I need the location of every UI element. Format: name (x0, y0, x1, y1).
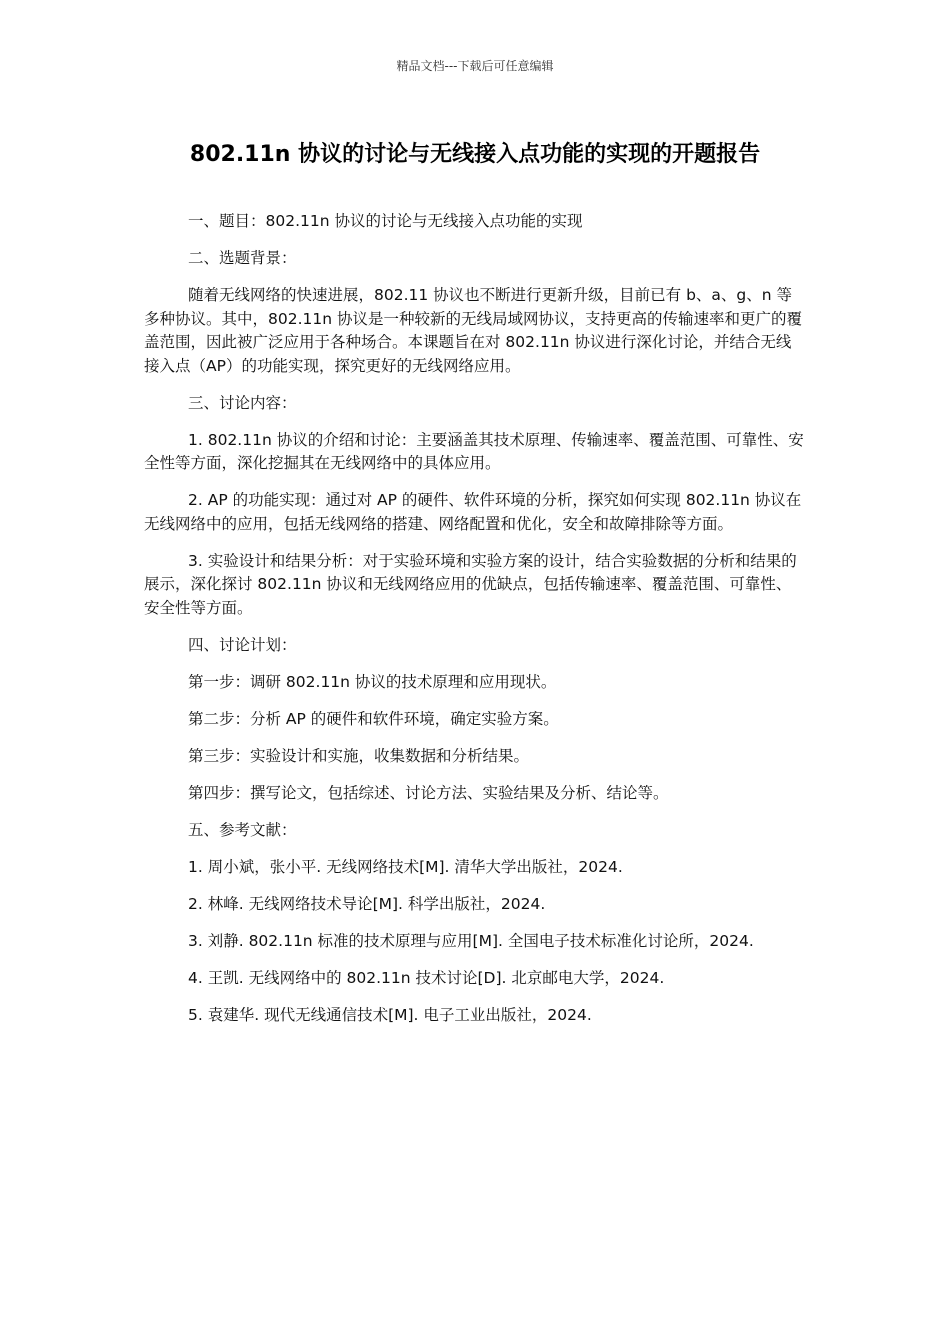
reference-item-2: 2. 林峰. 无线网络技术导论[M]. 科学出版社，2024. (188, 894, 546, 913)
reference-item-5: 5. 袁建华. 现代无线通信技术[M]. 电子工业出版社，2024. (188, 1005, 592, 1024)
document-title: 802.11n 协议的讨论与无线接入点功能的实现的开题报告 (189, 142, 761, 167)
plan-step-2: 第二步：分析 AP 的硬件和软件环境，确定实验方案。 (188, 709, 559, 728)
section-topic: 一、题目：802.11n 协议的讨论与无线接入点功能的实现 (188, 212, 583, 230)
header-note: 精品文档---下载后可任意编辑 (396, 59, 554, 73)
content-item-3: 3. 实验设计和结果分析：对于实验环境和实验方案的设计，结合实验数据的分析和结果的展示，深化探讨 802.11n 协议和无线网络应用的优缺点，包括传输速率、覆盖范围、可靠性、安全性等方面。 (144, 551, 797, 617)
reference-item-4: 4. 王凯. 无线网络中的 802.11n 技术讨论[D]. 北京邮电大学，2024. (188, 968, 665, 987)
plan-step-1: 第一步：调研 802.11n 协议的技术原理和应用现状。 (188, 672, 557, 691)
reference-item-3: 3. 刘静. 802.11n 标准的技术原理与应用[M]. 全国电子技术标准化讨论所，2024. (188, 931, 754, 950)
background-paragraph: 随着无线网络的快速进展，802.11 协议也不断进行更新升级，目前已有 b、a、g、n 等多种协议。其中，802.11n 协议是一种较新的无线局域网协议，支持更高的传输速率和更广的覆盖范围，因此被广泛应用于各种场合。本课题旨在对 802.11n 协议进行深化讨论，并结合无线接入点（AP）的功能实现，探究更好的无线网络应用。 (144, 286, 802, 375)
plan-step-4: 第四步：撰写论文，包括综述、讨论方法、实验结果及分析、结论等。 (188, 783, 669, 802)
plan-step-3: 第三步：实验设计和实施，收集数据和分析结果。 (188, 746, 530, 765)
content-item-1: 1. 802.11n 协议的介绍和讨论：主要涵盖其技术原理、传输速率、覆盖范围、可靠性、安全性等方面，深化挖掘其在无线网络中的具体应用。 (144, 430, 804, 472)
section-background-heading: 二、选题背景： (188, 249, 297, 267)
section-plan-heading: 四、讨论计划： (188, 635, 297, 654)
document-body (144, 210, 806, 1041)
section-content-heading: 三、讨论内容： (188, 393, 297, 412)
content-item-2: 2. AP 的功能实现：通过对 AP 的硬件、软件环境的分析，探究如何实现 802.11n 协议在无线网络中的应用，包括无线网络的搭建、网络配置和优化，安全和故障排除等方面。 (144, 491, 802, 533)
reference-item-1: 1. 周小斌，张小平. 无线网络技术[M]. 清华大学出版社，2024. (188, 857, 623, 876)
section-references-heading: 五、参考文献： (188, 820, 297, 839)
